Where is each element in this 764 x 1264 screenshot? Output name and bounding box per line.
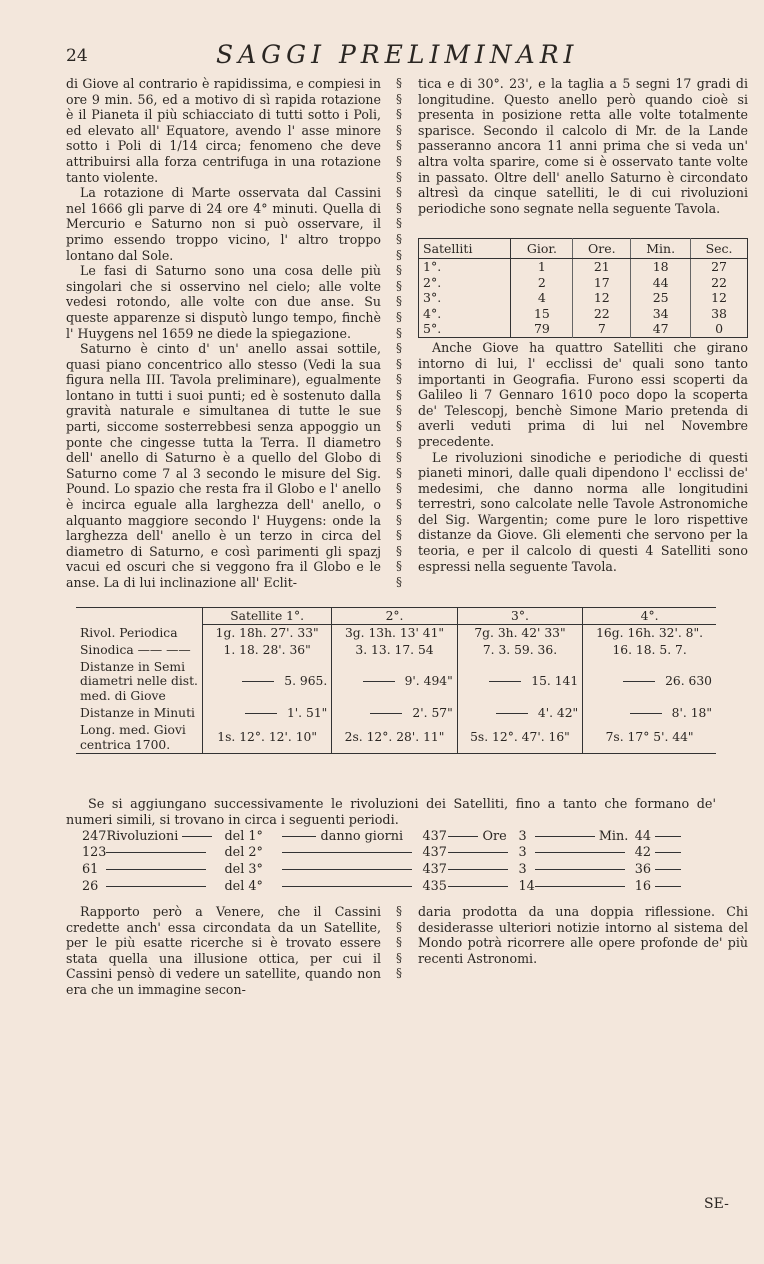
cell: 1°. — [419, 259, 511, 275]
cell: del 3° — [224, 861, 263, 877]
cell — [583, 705, 716, 722]
cell: 1g. 18h. 27'. 33" — [203, 625, 332, 642]
saturn-satellites-table — [418, 238, 748, 338]
cell: 15 — [511, 306, 573, 322]
leader-dash — [489, 681, 521, 682]
cell — [583, 659, 716, 705]
cell: 38 — [711, 305, 727, 321]
table-row — [419, 259, 748, 275]
cell-value: 2'. 57" — [412, 705, 453, 720]
cell: 1s. 12°. 12'. 10" — [203, 722, 332, 754]
table-row — [76, 659, 716, 705]
cell: 21 — [573, 259, 631, 275]
row-label: Long. med. Giovi centrica 1700. — [80, 722, 186, 752]
cell: del 4° — [224, 878, 263, 894]
table-row — [82, 828, 718, 845]
col-header: Gior. — [511, 239, 573, 259]
cell — [457, 659, 582, 705]
leader-dash — [242, 681, 274, 682]
cell: 437 — [422, 828, 447, 844]
cell: 44 — [631, 275, 691, 291]
leader-rule — [282, 869, 412, 870]
leader-dash — [496, 713, 528, 714]
cell: 16. 18. 5. 7. — [583, 642, 716, 659]
cell: 16g. 16h. 32'. 8". — [583, 625, 716, 642]
cell — [535, 828, 635, 845]
row-label: Distanze in Minuti — [80, 705, 195, 720]
cell-value: Rivoluzioni — [106, 828, 179, 844]
cell — [535, 878, 635, 895]
cell — [332, 705, 457, 722]
leader-rule — [655, 852, 681, 853]
periods-table — [82, 828, 718, 894]
cell — [457, 705, 582, 722]
paragraph: Le rivoluzioni sinodiche e periodiche di questi pianeti minori, dalle quali dipendono l' ecclissi de' medesimi, che danno norma alle longitudini terrestri, sono calcolate nelle Tavole Astronomiche del Sig. Wargentin; come pure le loro rispettive distanze da Giove. Gli elementi che servono per la teoria, e per il calcolo di questi 4 Satelliti sono espressi nella seguente Tavola. — [418, 449, 748, 574]
cell — [655, 828, 718, 845]
cell: 3°. — [419, 290, 511, 306]
cell: 27 — [711, 259, 727, 275]
cell — [282, 845, 422, 862]
leader-rule — [106, 886, 206, 887]
cell: del 1° — [224, 828, 263, 844]
table-row — [419, 275, 748, 291]
bottom-right-column — [418, 904, 748, 966]
cell: del 2° — [224, 845, 263, 861]
leader-rule — [282, 852, 412, 853]
cell: 26 — [82, 878, 99, 894]
cell: 3 — [518, 861, 527, 877]
paragraph: Anche Giove ha quattro Satelliti che girano intorno di lui, l' ecclissi de' quali sono tanto importanti in Geografia. Furono essi scoperti da Galileo li 7 Gennaro 1610 poco dopo la scoperta de' Telescopj, benchè Simone Mario pretenda di averli veduti prima di lui nel Novembre precedente. — [418, 340, 748, 449]
col-header: Min. — [631, 239, 691, 259]
paragraph: Saturno è cinto d' un' anello assai sottile, quasi piano concentrico allo stesso (Vedi la sua figura nella III. Tavola preliminare), egualmente lontano in tutti i suoi punti; ed è sostenuto dalla gravità naturale e simultanea di tutte le sue parti, siccome sosterrebbesi senza appoggio un ponte che cingesse tutta la Terra. Il diametro dell' anello di Saturno è a quello del Globo di Saturno come 7 al 3 secondo le misure del Sig. Pound. Lo spazio che resta fra il Globo e l' anello è incirca eguale alla larghezza dell' anello, o alquanto maggiore secondo l' Huygens: onde la larghezza dell' anello è un terzo in circa del diametro di Saturno, e così parimenti gli spazj vacui ed oscuri che si veggono fra il Globo e le anse. La di lui inclinazione all' Eclit- — [66, 341, 381, 590]
leader-rule — [106, 852, 206, 853]
cell — [106, 828, 224, 845]
cell — [106, 845, 224, 862]
cell: 2s. 12°. 28'. 11" — [332, 722, 457, 754]
cell: 3 — [518, 828, 527, 844]
cell: 3g. 13h. 13' 41" — [332, 625, 457, 642]
col-header: Satelliti — [419, 239, 511, 259]
leader-rule — [282, 836, 316, 837]
cell: 22 — [573, 306, 631, 322]
row-label: Sinodica —— —— — [80, 642, 191, 657]
cell — [282, 861, 422, 878]
cell: 79 — [511, 321, 573, 337]
cell: 17 — [573, 275, 631, 291]
leader-rule — [448, 869, 508, 870]
cell: 14 — [518, 878, 535, 894]
cell — [332, 659, 457, 705]
paragraph: Le fasi di Saturno sono una cosa delle più singolari che si osservino nel cielo; alle volte vedesi rotondo, alle volte con due anse. Su queste apparenze si disputò lungo tempo, finchè l' Huygens nel 1659 ne diede la spiegazione. — [66, 263, 381, 341]
jupiter-satellites-table — [76, 607, 716, 754]
cell: 4°. — [419, 306, 511, 322]
col-header: 4°. — [583, 608, 716, 625]
leader-rule — [106, 869, 206, 870]
col-header: 3°. — [457, 608, 582, 625]
table-row — [82, 845, 718, 862]
cell — [655, 845, 718, 862]
cell — [106, 861, 224, 878]
leader-rule — [535, 836, 595, 837]
cell: 61 — [82, 861, 99, 877]
cell — [655, 861, 718, 878]
cell: 16 — [634, 878, 652, 894]
periods-intro: Se si aggiungano successivamente le rivoluzioni dei Satelliti, fino a tanto che formano de' numeri simili, si trovano in circa i seguenti periodi. — [66, 796, 716, 828]
cell: 1. 18. 28'. 36" — [203, 642, 332, 659]
paragraph: La rotazione di Marte osservata dal Cassini nel 1666 gli parve di 24 ore 4° minuti. Quella di Mercurio e Saturno non si può osservare, il primo essendo troppo vicino, l' altro troppo lontano dal Sole. — [66, 185, 381, 263]
paragraph: daria prodotta da una doppia riflessione. Chi desiderasse ulteriori notizie intorno al sistema del Mondo potrà ricorrere alle opere profonde de' più recenti Astronomi. — [418, 904, 748, 966]
leader-rule — [655, 836, 681, 837]
cell — [282, 828, 422, 845]
leader-rule — [448, 836, 478, 837]
cell-value: 26. 630 — [665, 674, 712, 689]
cell: 4 — [511, 290, 573, 306]
cell-value: danno giorni — [320, 828, 404, 844]
cell: 42 — [634, 845, 652, 861]
table-row — [76, 722, 716, 754]
cell: 47 — [631, 321, 691, 337]
table-row — [419, 306, 748, 322]
col-header-empty — [76, 608, 203, 625]
leader-dash — [370, 713, 402, 714]
leader-dash — [245, 713, 277, 714]
bottom-left-column — [66, 904, 381, 998]
cell — [203, 659, 332, 705]
cell: 437 — [422, 861, 447, 877]
cell: 3 — [518, 845, 527, 861]
leader-dash — [623, 681, 655, 682]
leader-rule — [448, 852, 508, 853]
cell: 7 — [573, 321, 631, 337]
col-header: Sec. — [691, 239, 748, 259]
cell: 22 — [711, 274, 727, 290]
page-number: 24 — [66, 46, 88, 66]
cell: 3. 13. 17. 54 — [332, 642, 457, 659]
table-row — [419, 321, 748, 337]
cell: 5°. — [419, 321, 511, 337]
leader-rule — [448, 886, 508, 887]
cell-value: 15. 141 — [531, 674, 579, 689]
cell: 12 — [573, 290, 631, 306]
paragraph: tica e di 30°. 23', e la taglia a 5 segni 17 gradi di longitudine. Questo anello però quando cioè si presenta in posizione retta alle volte totalmente sparisce. Secondo il calcolo di Mr. de la Lande passeranno ancora 11 anni prima che si veda un' altra volta sparire, come si è osservato tante volte in passato. Oltre dell' anello Saturno è circondato altresì da cinque satelliti, le di cui rivoluzioni periodiche sono segnate nella seguente Tavola. — [418, 76, 748, 216]
cell — [448, 878, 518, 895]
cell: 2°. — [419, 275, 511, 291]
cell: 36 — [634, 861, 652, 877]
table-row — [76, 642, 716, 659]
catchword: SE- — [704, 1196, 729, 1212]
leader-rule — [182, 836, 212, 837]
page-header — [66, 40, 716, 76]
cell: 437 — [422, 845, 447, 861]
row-label: Distanze in Semi diametri nelle dist. med. di Giove — [80, 659, 198, 704]
cell — [448, 845, 518, 862]
cell — [282, 878, 422, 895]
cell: 12 — [711, 290, 727, 306]
leader-rule — [282, 886, 412, 887]
col-header: Satellite 1°. — [203, 608, 332, 625]
table-row — [76, 705, 716, 722]
cell: 25 — [631, 290, 691, 306]
col-header: 2°. — [332, 608, 457, 625]
cell: 44 — [634, 828, 652, 844]
paragraph: di Giove al contrario è rapidissima, e compiesi in ore 9 min. 56, ed a motivo di sì rapida rotazione è il Pianeta il più schiacciato di tutti sotto i Poli, ed elevato all' Equatore, avendo l' asse minore sotto i Poli di 1/14 circa; fenomeno che deve attribuirsi alla forza centrifuga in una rotazione tanto violente. — [66, 76, 381, 185]
cell: 123 — [82, 845, 107, 861]
row-label: Rivol. Periodica — [80, 625, 178, 640]
cell: 7s. 17° 5'. 44" — [583, 722, 716, 754]
cell — [106, 878, 224, 895]
paragraph: Rapporto però a Venere, che il Cassini credette anch' essa circondata da un Satellite, per le più esatte ricerche si è trovato essere stata quella una illusione ottica, per cui il Cassini pensò di vedere un satellite, quando non era che un immagine secon- — [66, 904, 381, 997]
cell: 0 — [715, 321, 724, 337]
table-row — [82, 878, 718, 895]
leader-dash — [363, 681, 395, 682]
cell: 7. 3. 59. 36. — [457, 642, 582, 659]
cell: 435 — [422, 878, 447, 894]
leader-rule — [535, 852, 625, 853]
cell: 7g. 3h. 42' 33" — [457, 625, 582, 642]
leader-rule — [535, 869, 625, 870]
leader-rule — [535, 886, 625, 887]
cell — [448, 861, 518, 878]
leader-rule — [655, 886, 681, 887]
cell — [203, 705, 332, 722]
cell: 18 — [631, 259, 691, 275]
left-column — [66, 76, 381, 591]
cell — [535, 861, 635, 878]
cell: 1 — [511, 259, 573, 275]
cell: 247 — [82, 828, 107, 844]
column-divider: § § § § § — [396, 904, 402, 981]
cell — [535, 845, 635, 862]
cell-value: Min. — [598, 828, 629, 844]
cell: 2 — [511, 275, 573, 291]
cell — [448, 828, 518, 845]
cell-value: 8'. 18" — [671, 705, 712, 720]
col-header: Ore. — [573, 239, 631, 259]
table-row — [82, 861, 718, 878]
cell: 34 — [631, 306, 691, 322]
cell — [655, 878, 718, 895]
cell-value: 9'. 494" — [404, 674, 453, 689]
column-divider: § § § § § § § § § § § § § § § § § § § § § § § § § § § § § § § § § — [396, 76, 402, 588]
cell-value: 5. 965. — [284, 674, 328, 689]
running-title: SAGGI PRELIMINARI — [216, 40, 579, 69]
leader-dash — [630, 713, 662, 714]
cell: 5s. 12°. 47'. 16" — [457, 722, 582, 754]
cell-value: 1'. 51" — [286, 705, 328, 720]
cell-value: 4'. 42" — [537, 705, 579, 720]
leader-rule — [655, 869, 681, 870]
cell-value: Ore — [482, 828, 507, 844]
table-row — [419, 290, 748, 306]
table-row — [76, 625, 716, 642]
